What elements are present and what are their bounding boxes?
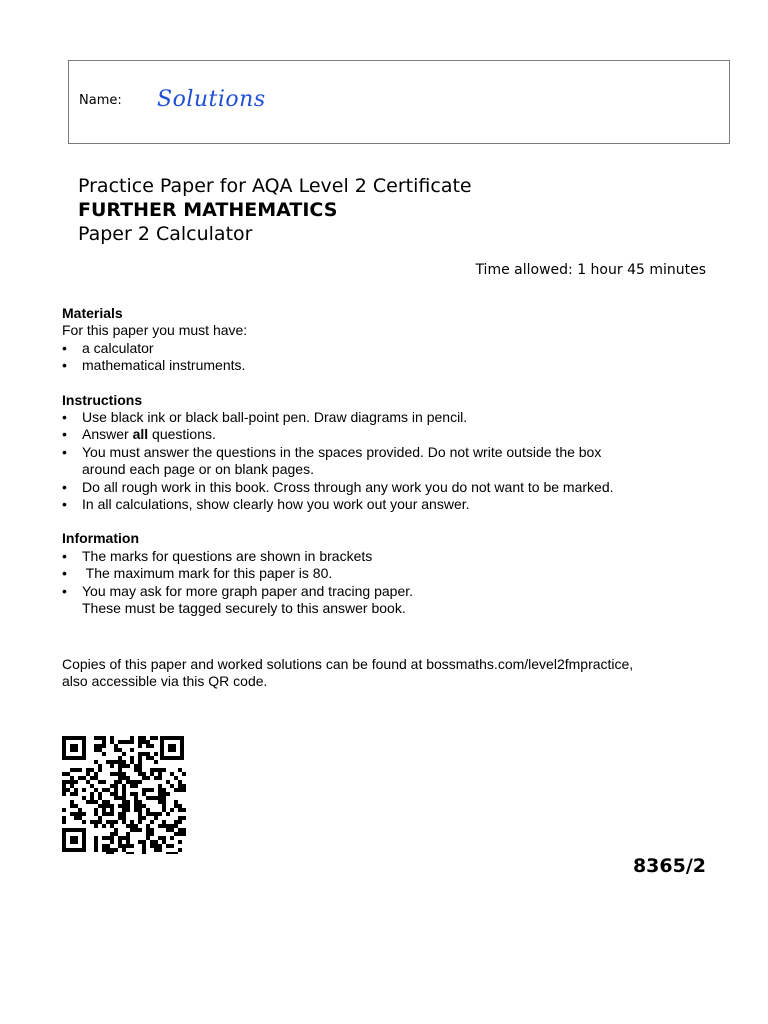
title-block: [78, 174, 472, 246]
list-item: • In all calculations, show clearly how you work out your answer.: [62, 496, 712, 513]
text-fragment: questions.: [148, 426, 216, 443]
title-paper: Paper 2 Calculator: [78, 223, 253, 245]
list-item: • a calculator: [62, 340, 712, 357]
name-value-handwritten: Solutions: [157, 87, 266, 112]
materials-intro: For this paper you must have:: [62, 322, 248, 339]
instructions-list: [62, 409, 712, 513]
information-list: [62, 548, 712, 618]
list-item: • mathematical instruments.: [62, 357, 712, 374]
materials-heading: Materials: [62, 305, 123, 321]
information-heading: Information: [62, 530, 139, 547]
materials-section: [62, 305, 712, 375]
time-allowed: Time allowed: 1 hour 45 minutes: [475, 262, 706, 278]
name-label: Name:: [79, 93, 122, 108]
instructions-heading: Instructions: [62, 391, 143, 408]
text-line: You may ask for more graph paper and tracing paper.: [82, 582, 414, 599]
name-box: [68, 60, 730, 144]
instructions-section: [62, 392, 712, 514]
copies-line: also accessible via this QR code.: [62, 672, 268, 689]
exam-content: [62, 305, 712, 690]
list-item: • The maximum mark for this paper is 80.: [62, 565, 712, 582]
emphasis-all: all: [132, 426, 149, 443]
list-item: [62, 444, 712, 479]
list-item: [62, 583, 712, 618]
copies-note: [62, 656, 712, 691]
list-item: • Do all rough work in this book. Cross through any work you do not want to be marked.: [62, 479, 712, 496]
copies-line: Copies of this paper and worked solutions can be found at bossmaths.com/level2fmpractice,: [62, 655, 634, 672]
qr-code-icon[interactable]: [60, 734, 186, 854]
list-item: • Use black ink or black ball-point pen. Draw diagrams in pencil.: [62, 409, 712, 426]
text-line: You must answer the questions in the spaces provided. Do not write outside the box: [82, 443, 602, 460]
list-item: • The marks for questions are shown in brackets: [62, 548, 712, 565]
text-line: These must be tagged securely to this answer book.: [82, 600, 406, 617]
text-fragment: Answer: [82, 426, 133, 443]
title-subject: FURTHER MATHEMATICS: [78, 199, 338, 221]
paper-code: 8365/2: [632, 855, 706, 877]
title-certificate: Practice Paper for AQA Level 2 Certificate: [78, 175, 472, 197]
text-line: around each page or on blank pages.: [82, 461, 314, 478]
information-section: [62, 530, 712, 617]
list-item: [62, 426, 712, 443]
materials-list: [62, 340, 712, 375]
